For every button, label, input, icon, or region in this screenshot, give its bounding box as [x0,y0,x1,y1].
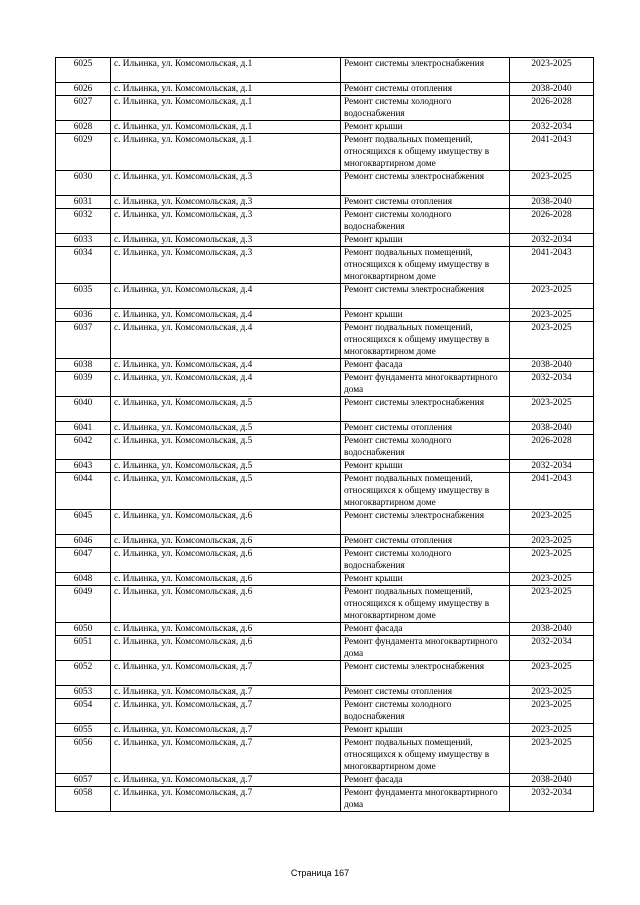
period-cell: 2038-2040 [510,196,594,209]
period-cell: 2026-2028 [510,435,594,460]
address-cell: с. Ильинка, ул. Комсомольская, д.4 [111,322,341,359]
row-number-cell: 6048 [56,573,111,586]
address-cell: с. Ильинка, ул. Комсомольская, д.7 [111,661,341,686]
period-cell: 2023-2025 [510,284,594,309]
table-body [56,58,594,812]
address-cell: с. Ильинка, ул. Комсомольская, д.6 [111,510,341,535]
address-cell: с. Ильинка, ул. Комсомольская, д.1 [111,134,341,171]
work-type-cell: Ремонт системы электроснабжения [341,397,510,422]
row-number-cell: 6058 [56,787,111,812]
work-type-cell: Ремонт крыши [341,121,510,134]
table-row [56,573,594,586]
work-type-cell: Ремонт системы электроснабжения [341,171,510,196]
work-type-cell: Ремонт крыши [341,460,510,473]
table-row [56,774,594,787]
address-cell: с. Ильинка, ул. Комсомольская, д.4 [111,359,341,372]
period-cell: 2038-2040 [510,83,594,96]
row-number-cell: 6046 [56,535,111,548]
period-cell: 2032-2034 [510,234,594,247]
table-row [56,209,594,234]
work-type-cell: Ремонт фундамента многоквартирного дома [341,372,510,397]
address-cell: с. Ильинка, ул. Комсомольская, д.3 [111,234,341,247]
table-row [56,284,594,309]
address-cell: с. Ильинка, ул. Комсомольская, д.6 [111,548,341,573]
table-row [56,322,594,359]
row-number-cell: 6044 [56,473,111,510]
table-row [56,96,594,121]
row-number-cell: 6052 [56,661,111,686]
table-row [56,121,594,134]
table-row [56,58,594,83]
work-type-cell: Ремонт системы электроснабжения [341,58,510,83]
table-row [56,234,594,247]
table-row [56,686,594,699]
address-cell: с. Ильинка, ул. Комсомольская, д.3 [111,247,341,284]
address-cell: с. Ильинка, ул. Комсомольская, д.3 [111,196,341,209]
table-row [56,460,594,473]
table-row [56,372,594,397]
row-number-cell: 6045 [56,510,111,535]
row-number-cell: 6041 [56,422,111,435]
period-cell: 2023-2025 [510,724,594,737]
row-number-cell: 6054 [56,699,111,724]
table-row [56,397,594,422]
table-row [56,535,594,548]
address-cell: с. Ильинка, ул. Комсомольская, д.7 [111,699,341,724]
row-number-cell: 6036 [56,309,111,322]
row-number-cell: 6055 [56,724,111,737]
address-cell: с. Ильинка, ул. Комсомольская, д.5 [111,473,341,510]
work-type-cell: Ремонт фасада [341,359,510,372]
address-cell: с. Ильинка, ул. Комсомольская, д.6 [111,586,341,623]
work-type-cell: Ремонт системы холодного водоснабжения [341,699,510,724]
period-cell: 2038-2040 [510,359,594,372]
work-type-cell: Ремонт системы отопления [341,535,510,548]
work-type-cell: Ремонт подвальных помещений, относящихся к общему имуществу в многоквартирном доме [341,737,510,774]
work-type-cell: Ремонт подвальных помещений, относящихся к общему имуществу в многоквартирном доме [341,473,510,510]
address-cell: с. Ильинка, ул. Комсомольская, д.1 [111,121,341,134]
table-row [56,787,594,812]
table-row [56,586,594,623]
row-number-cell: 6039 [56,372,111,397]
table-row [56,359,594,372]
work-type-cell: Ремонт крыши [341,724,510,737]
work-type-cell: Ремонт системы холодного водоснабжения [341,435,510,460]
row-number-cell: 6033 [56,234,111,247]
table-row [56,510,594,535]
row-number-cell: 6037 [56,322,111,359]
table-row [56,724,594,737]
period-cell: 2023-2025 [510,397,594,422]
period-cell: 2023-2025 [510,661,594,686]
table-row [56,473,594,510]
period-cell: 2023-2025 [510,686,594,699]
period-cell: 2041-2043 [510,134,594,171]
work-type-cell: Ремонт фасада [341,623,510,636]
period-cell: 2038-2040 [510,422,594,435]
work-type-cell: Ремонт системы холодного водоснабжения [341,548,510,573]
work-type-cell: Ремонт подвальных помещений, относящихся к общему имуществу в многоквартирном доме [341,247,510,284]
row-number-cell: 6050 [56,623,111,636]
address-cell: с. Ильинка, ул. Комсомольская, д.7 [111,787,341,812]
work-type-cell: Ремонт крыши [341,309,510,322]
address-cell: с. Ильинка, ул. Комсомольская, д.4 [111,284,341,309]
address-cell: с. Ильинка, ул. Комсомольская, д.6 [111,535,341,548]
table-row [56,134,594,171]
period-cell: 2023-2025 [510,309,594,322]
row-number-cell: 6053 [56,686,111,699]
table-row [56,247,594,284]
row-number-cell: 6057 [56,774,111,787]
table-row [56,196,594,209]
row-number-cell: 6026 [56,83,111,96]
table-row [56,83,594,96]
period-cell: 2041-2043 [510,247,594,284]
address-cell: с. Ильинка, ул. Комсомольская, д.6 [111,636,341,661]
period-cell: 2032-2034 [510,636,594,661]
period-cell: 2023-2025 [510,699,594,724]
period-cell: 2023-2025 [510,737,594,774]
row-number-cell: 6031 [56,196,111,209]
address-cell: с. Ильинка, ул. Комсомольская, д.7 [111,737,341,774]
row-number-cell: 6049 [56,586,111,623]
row-number-cell: 6040 [56,397,111,422]
work-type-cell: Ремонт системы отопления [341,422,510,435]
period-cell: 2041-2043 [510,473,594,510]
row-number-cell: 6051 [56,636,111,661]
period-cell: 2023-2025 [510,573,594,586]
row-number-cell: 6047 [56,548,111,573]
period-cell: 2023-2025 [510,548,594,573]
work-type-cell: Ремонт подвальных помещений, относящихся к общему имуществу в многоквартирном доме [341,322,510,359]
address-cell: с. Ильинка, ул. Комсомольская, д.3 [111,171,341,196]
capital-repair-table [55,57,594,812]
page-number: Страница 167 [290,868,350,878]
table-row [56,661,594,686]
work-type-cell: Ремонт фундамента многоквартирного дома [341,636,510,661]
period-cell: 2032-2034 [510,372,594,397]
table-row [56,422,594,435]
work-type-cell: Ремонт системы холодного водоснабжения [341,96,510,121]
row-number-cell: 6035 [56,284,111,309]
row-number-cell: 6032 [56,209,111,234]
work-type-cell: Ремонт системы отопления [341,196,510,209]
row-number-cell: 6042 [56,435,111,460]
table-row [56,435,594,460]
work-type-cell: Ремонт подвальных помещений, относящихся к общему имуществу в многоквартирном доме [341,134,510,171]
address-cell: с. Ильинка, ул. Комсомольская, д.1 [111,83,341,96]
table-row [56,548,594,573]
address-cell: с. Ильинка, ул. Комсомольская, д.6 [111,573,341,586]
address-cell: с. Ильинка, ул. Комсомольская, д.4 [111,372,341,397]
row-number-cell: 6030 [56,171,111,196]
address-cell: с. Ильинка, ул. Комсомольская, д.7 [111,724,341,737]
address-cell: с. Ильинка, ул. Комсомольская, д.6 [111,623,341,636]
period-cell: 2026-2028 [510,209,594,234]
address-cell: с. Ильинка, ул. Комсомольская, д.4 [111,309,341,322]
table-row [56,636,594,661]
work-type-cell: Ремонт системы электроснабжения [341,661,510,686]
work-type-cell: Ремонт системы отопления [341,686,510,699]
table-row [56,171,594,196]
work-type-cell: Ремонт системы холодного водоснабжения [341,209,510,234]
address-cell: с. Ильинка, ул. Комсомольская, д.7 [111,686,341,699]
address-cell: с. Ильинка, ул. Комсомольская, д.3 [111,209,341,234]
document-sheet [55,57,593,812]
period-cell: 2023-2025 [510,510,594,535]
period-cell: 2038-2040 [510,623,594,636]
work-type-cell: Ремонт системы электроснабжения [341,510,510,535]
period-cell: 2032-2034 [510,787,594,812]
work-type-cell: Ремонт крыши [341,573,510,586]
address-cell: с. Ильинка, ул. Комсомольская, д.5 [111,422,341,435]
row-number-cell: 6027 [56,96,111,121]
row-number-cell: 6038 [56,359,111,372]
address-cell: с. Ильинка, ул. Комсомольская, д.7 [111,774,341,787]
row-number-cell: 6029 [56,134,111,171]
address-cell: с. Ильинка, ул. Комсомольская, д.1 [111,96,341,121]
period-cell: 2023-2025 [510,171,594,196]
row-number-cell: 6025 [56,58,111,83]
work-type-cell: Ремонт фундамента многоквартирного дома [341,787,510,812]
address-cell: с. Ильинка, ул. Комсомольская, д.1 [111,58,341,83]
work-type-cell: Ремонт крыши [341,234,510,247]
work-type-cell: Ремонт подвальных помещений, относящихся к общему имуществу в многоквартирном доме [341,586,510,623]
period-cell: 2023-2025 [510,322,594,359]
period-cell: 2032-2034 [510,460,594,473]
period-cell: 2026-2028 [510,96,594,121]
period-cell: 2032-2034 [510,121,594,134]
period-cell: 2023-2025 [510,586,594,623]
period-cell: 2023-2025 [510,535,594,548]
address-cell: с. Ильинка, ул. Комсомольская, д.5 [111,460,341,473]
row-number-cell: 6043 [56,460,111,473]
address-cell: с. Ильинка, ул. Комсомольская, д.5 [111,397,341,422]
table-row [56,699,594,724]
work-type-cell: Ремонт системы электроснабжения [341,284,510,309]
table-row [56,623,594,636]
address-cell: с. Ильинка, ул. Комсомольская, д.5 [111,435,341,460]
row-number-cell: 6056 [56,737,111,774]
work-type-cell: Ремонт системы отопления [341,83,510,96]
work-type-cell: Ремонт фасада [341,774,510,787]
row-number-cell: 6028 [56,121,111,134]
period-cell: 2038-2040 [510,774,594,787]
table-row [56,737,594,774]
row-number-cell: 6034 [56,247,111,284]
table-row [56,309,594,322]
period-cell: 2023-2025 [510,58,594,83]
